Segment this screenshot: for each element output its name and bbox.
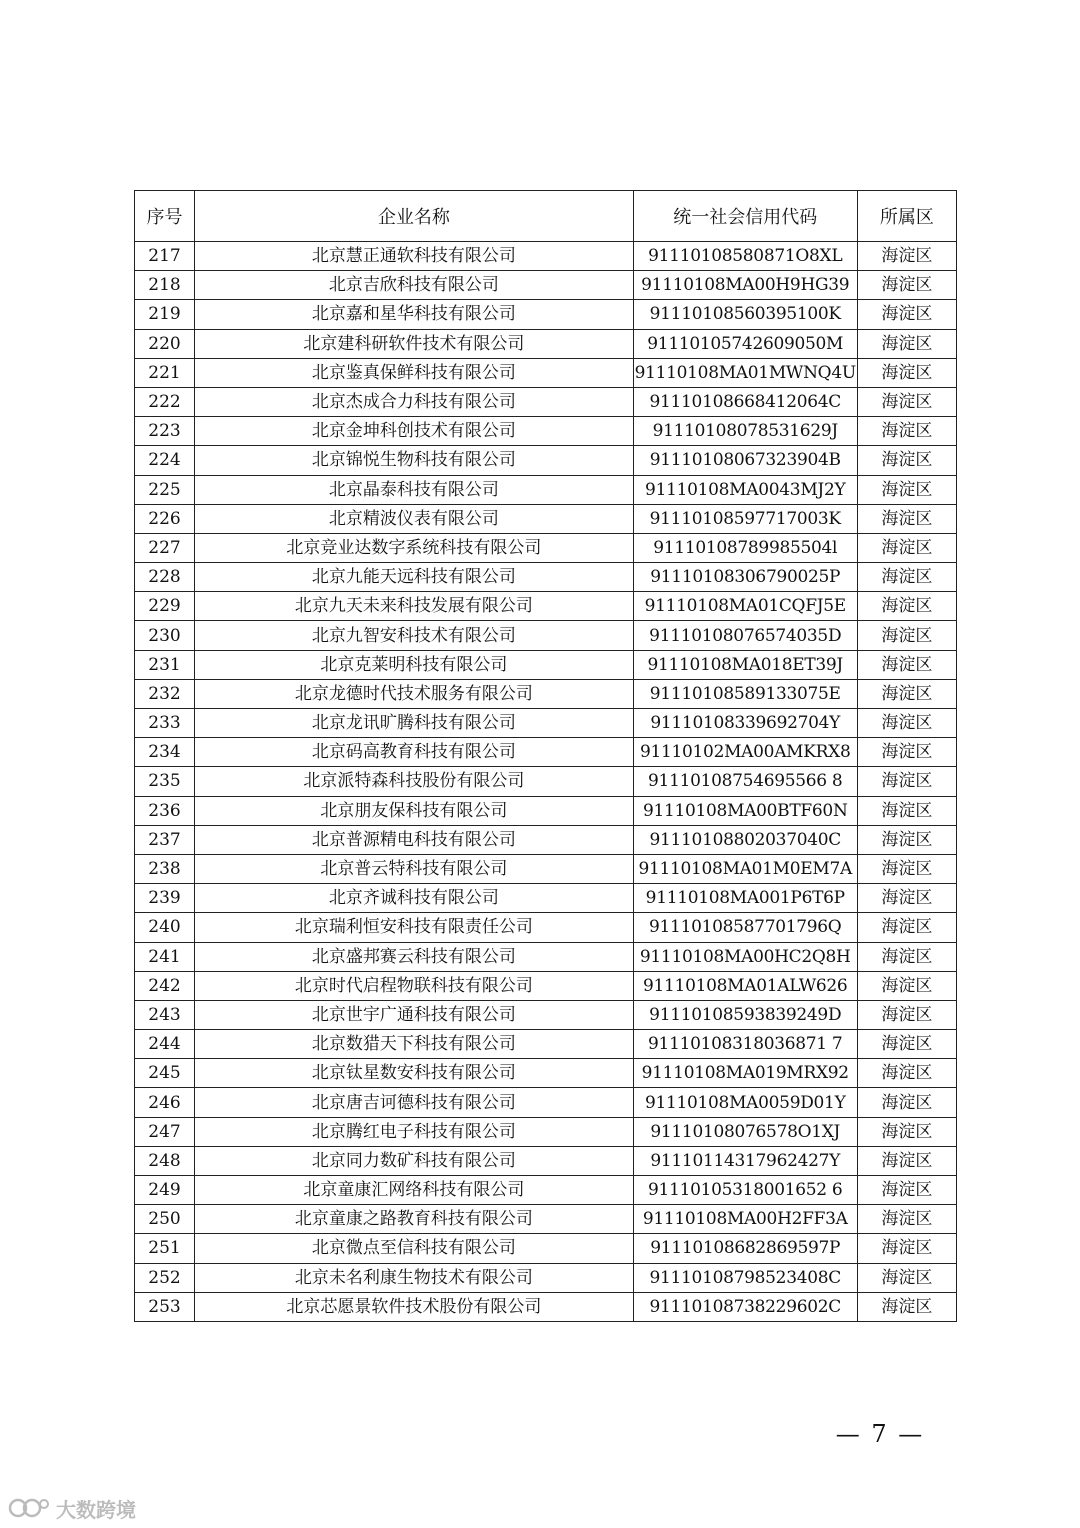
header-company-name: 企业名称 (195, 191, 634, 242)
cell-district: 海淀区 (857, 709, 956, 738)
table-row (135, 1205, 957, 1234)
cell-company-name: 北京微点至信科技有限公司 (195, 1234, 634, 1263)
cell-company-name: 北京时代启程物联科技有限公司 (195, 971, 634, 1000)
cell-credit-code: 91110108789985504l (633, 533, 857, 562)
cell-company-name: 北京慧正通软科技有限公司 (195, 242, 634, 271)
table-row (135, 504, 957, 533)
cell-company-name: 北京竞业达数字系统科技有限公司 (195, 533, 634, 562)
cell-company-name: 北京嘉和星华科技有限公司 (195, 300, 634, 329)
header-credit-code: 统一社会信用代码 (633, 191, 857, 242)
cell-credit-code: 91110108597717003K (633, 504, 857, 533)
cell-district: 海淀区 (857, 1117, 956, 1146)
cell-credit-code: 91110108798523408C (633, 1263, 857, 1292)
cell-district: 海淀区 (857, 679, 956, 708)
cell-district: 海淀区 (857, 387, 956, 416)
cell-credit-code: 91110108MA01MWNQ4U (633, 358, 857, 387)
cell-credit-code: 91110102MA00AMKRX8 (633, 738, 857, 767)
cell-company-name: 北京童康之路教育科技有限公司 (195, 1205, 634, 1234)
cell-credit-code: 91110108593839249D (633, 1000, 857, 1029)
cell-company-name: 北京吉欣科技有限公司 (195, 271, 634, 300)
table-row (135, 796, 957, 825)
table-row (135, 1117, 957, 1146)
table-row (135, 942, 957, 971)
cell-credit-code: 91110108076574035D (633, 621, 857, 650)
cell-district: 海淀区 (857, 329, 956, 358)
enterprise-table (134, 190, 957, 1322)
cell-district: 海淀区 (857, 1146, 956, 1175)
cell-district: 海淀区 (857, 504, 956, 533)
cell-index: 236 (135, 796, 195, 825)
cell-district: 海淀区 (857, 1234, 956, 1263)
cell-company-name: 北京朋友保科技有限公司 (195, 796, 634, 825)
cell-company-name: 北京童康汇网络科技有限公司 (195, 1176, 634, 1205)
cell-index: 241 (135, 942, 195, 971)
table-row (135, 592, 957, 621)
table-row (135, 650, 957, 679)
cell-company-name: 北京瑞利恒安科技有限责任公司 (195, 913, 634, 942)
cell-index: 247 (135, 1117, 195, 1146)
cell-credit-code: 91110108078531629J (633, 417, 857, 446)
cell-company-name: 北京鉴真保鲜科技有限公司 (195, 358, 634, 387)
cell-company-name: 北京腾红电子科技有限公司 (195, 1117, 634, 1146)
cell-index: 225 (135, 475, 195, 504)
table-row (135, 1146, 957, 1175)
cell-credit-code: 91110108067323904B (633, 446, 857, 475)
cell-company-name: 北京龙德时代技术服务有限公司 (195, 679, 634, 708)
cell-index: 235 (135, 767, 195, 796)
cell-credit-code: 91110108318036871 7 (633, 1030, 857, 1059)
cell-credit-code: 91110108802037040C (633, 825, 857, 854)
table-row (135, 475, 957, 504)
page-number: — 7 — (835, 1420, 925, 1448)
cell-district: 海淀区 (857, 300, 956, 329)
cell-index: 229 (135, 592, 195, 621)
cell-company-name: 北京普源精电科技有限公司 (195, 825, 634, 854)
cell-index: 222 (135, 387, 195, 416)
table-row (135, 709, 957, 738)
cell-company-name: 北京码高教育科技有限公司 (195, 738, 634, 767)
cell-company-name: 北京钛星数安科技有限公司 (195, 1059, 634, 1088)
cell-credit-code: 91110108MA00H9HG39 (633, 271, 857, 300)
cell-credit-code: 91110108339692704Y (633, 709, 857, 738)
cell-index: 249 (135, 1176, 195, 1205)
table-row (135, 884, 957, 913)
cell-district: 海淀区 (857, 1292, 956, 1321)
table-row (135, 971, 957, 1000)
cell-company-name: 北京九能天远科技有限公司 (195, 563, 634, 592)
cell-credit-code: 91110108682869597P (633, 1234, 857, 1263)
cell-credit-code: 91110108MA001P6T6P (633, 884, 857, 913)
cell-company-name: 北京普云特科技有限公司 (195, 854, 634, 883)
cell-index: 240 (135, 913, 195, 942)
cell-index: 232 (135, 679, 195, 708)
cell-company-name: 北京数猎天下科技有限公司 (195, 1030, 634, 1059)
table-row (135, 1030, 957, 1059)
cell-district: 海淀区 (857, 738, 956, 767)
cell-index: 251 (135, 1234, 195, 1263)
cell-index: 220 (135, 329, 195, 358)
cell-district: 海淀区 (857, 825, 956, 854)
cell-company-name: 北京建科研软件技术有限公司 (195, 329, 634, 358)
cell-index: 234 (135, 738, 195, 767)
cell-company-name: 北京世宇广通科技有限公司 (195, 1000, 634, 1029)
cell-index: 244 (135, 1030, 195, 1059)
cell-company-name: 北京未名利康生物技术有限公司 (195, 1263, 634, 1292)
cell-credit-code: 91110108668412064C (633, 387, 857, 416)
cell-district: 海淀区 (857, 563, 956, 592)
cell-district: 海淀区 (857, 650, 956, 679)
cell-credit-code: 91110108580871O8XL (633, 242, 857, 271)
cell-district: 海淀区 (857, 1205, 956, 1234)
cell-credit-code: 91110108738229602C (633, 1292, 857, 1321)
cell-district: 海淀区 (857, 475, 956, 504)
cell-company-name: 北京杰成合力科技有限公司 (195, 387, 634, 416)
cell-index: 245 (135, 1059, 195, 1088)
cell-credit-code: 91110108754695566 8 (633, 767, 857, 796)
table-row (135, 271, 957, 300)
table-header-row (135, 191, 957, 242)
cell-district: 海淀区 (857, 1088, 956, 1117)
cell-credit-code: 91110108MA01M0EM7A (633, 854, 857, 883)
cell-district: 海淀区 (857, 1000, 956, 1029)
table-row (135, 1292, 957, 1321)
cell-company-name: 北京盛邦赛云科技有限公司 (195, 942, 634, 971)
cell-district: 海淀区 (857, 417, 956, 446)
cell-credit-code: 91110108MA01CQFJ5E (633, 592, 857, 621)
cell-credit-code: 91110108MA019MRX92 (633, 1059, 857, 1088)
cell-company-name: 北京唐吉诃德科技有限公司 (195, 1088, 634, 1117)
cell-index: 223 (135, 417, 195, 446)
cell-index: 250 (135, 1205, 195, 1234)
cell-company-name: 北京芯愿景软件技术股份有限公司 (195, 1292, 634, 1321)
cell-company-name: 北京克莱明科技有限公司 (195, 650, 634, 679)
cell-index: 231 (135, 650, 195, 679)
cell-index: 252 (135, 1263, 195, 1292)
table-row (135, 1176, 957, 1205)
cell-district: 海淀区 (857, 533, 956, 562)
table-row (135, 300, 957, 329)
cell-credit-code: 91110108MA0043MJ2Y (633, 475, 857, 504)
cell-company-name: 北京同力数矿科技有限公司 (195, 1146, 634, 1175)
header-index: 序号 (135, 191, 195, 242)
cell-index: 239 (135, 884, 195, 913)
cell-district: 海淀区 (857, 592, 956, 621)
cell-index: 237 (135, 825, 195, 854)
cell-index: 233 (135, 709, 195, 738)
table-row (135, 738, 957, 767)
cell-index: 219 (135, 300, 195, 329)
cell-company-name: 北京锦悦生物科技有限公司 (195, 446, 634, 475)
cell-district: 海淀区 (857, 242, 956, 271)
cell-district: 海淀区 (857, 1059, 956, 1088)
table-row (135, 1234, 957, 1263)
cell-index: 248 (135, 1146, 195, 1175)
cell-district: 海淀区 (857, 854, 956, 883)
table-row (135, 679, 957, 708)
table-row (135, 387, 957, 416)
cell-index: 227 (135, 533, 195, 562)
table-row (135, 446, 957, 475)
watermark (8, 1494, 136, 1522)
cell-credit-code: 91110105742609050M (633, 329, 857, 358)
cell-company-name: 北京派特森科技股份有限公司 (195, 767, 634, 796)
table-row (135, 563, 957, 592)
cell-credit-code: 91110108560395100K (633, 300, 857, 329)
cell-credit-code: 91110108MA018ET39J (633, 650, 857, 679)
cell-index: 246 (135, 1088, 195, 1117)
cell-credit-code: 91110108306790025P (633, 563, 857, 592)
table-row (135, 913, 957, 942)
watermark-text: 大数跨境 (56, 1497, 136, 1522)
cell-index: 238 (135, 854, 195, 883)
cell-company-name: 北京晶泰科技有限公司 (195, 475, 634, 504)
cell-index: 228 (135, 563, 195, 592)
cell-district: 海淀区 (857, 446, 956, 475)
cell-district: 海淀区 (857, 1176, 956, 1205)
cell-district: 海淀区 (857, 884, 956, 913)
cell-index: 217 (135, 242, 195, 271)
table-row (135, 854, 957, 883)
table-body (135, 242, 957, 1322)
cell-index: 226 (135, 504, 195, 533)
cell-index: 230 (135, 621, 195, 650)
cell-credit-code: 91110108587701796Q (633, 913, 857, 942)
cell-credit-code: 91110108MA00BTF60N (633, 796, 857, 825)
table-row (135, 825, 957, 854)
cell-district: 海淀区 (857, 942, 956, 971)
cell-district: 海淀区 (857, 1030, 956, 1059)
cell-credit-code: 91110108MA01ALW626 (633, 971, 857, 1000)
table-row (135, 533, 957, 562)
cell-credit-code: 91110108MA00H2FF3A (633, 1205, 857, 1234)
cell-index: 253 (135, 1292, 195, 1321)
cell-index: 242 (135, 971, 195, 1000)
cell-company-name: 北京九智安科技术有限公司 (195, 621, 634, 650)
cell-credit-code: 91110108MA0059D01Y (633, 1088, 857, 1117)
header-district: 所属区 (857, 191, 956, 242)
cell-index: 243 (135, 1000, 195, 1029)
table-row (135, 1059, 957, 1088)
cell-index: 218 (135, 271, 195, 300)
table-row (135, 329, 957, 358)
table-row (135, 1000, 957, 1029)
cell-district: 海淀区 (857, 767, 956, 796)
table-row (135, 1088, 957, 1117)
table-row (135, 242, 957, 271)
cell-index: 221 (135, 358, 195, 387)
cell-credit-code: 91110114317962427Y (633, 1146, 857, 1175)
table-row (135, 767, 957, 796)
cell-company-name: 北京精波仪表有限公司 (195, 504, 634, 533)
cell-district: 海淀区 (857, 913, 956, 942)
cell-district: 海淀区 (857, 1263, 956, 1292)
table-row (135, 358, 957, 387)
cell-district: 海淀区 (857, 358, 956, 387)
cell-district: 海淀区 (857, 271, 956, 300)
cell-company-name: 北京金坤科创技术有限公司 (195, 417, 634, 446)
cell-company-name: 北京九天未来科技发展有限公司 (195, 592, 634, 621)
watermark-logo-icon (8, 1495, 52, 1521)
table-row (135, 621, 957, 650)
cell-district: 海淀区 (857, 621, 956, 650)
cell-company-name: 北京龙讯旷腾科技有限公司 (195, 709, 634, 738)
cell-credit-code: 91110105318001652 6 (633, 1176, 857, 1205)
cell-credit-code: 91110108076578O1XJ (633, 1117, 857, 1146)
cell-district: 海淀区 (857, 796, 956, 825)
cell-index: 224 (135, 446, 195, 475)
cell-company-name: 北京齐诚科技有限公司 (195, 884, 634, 913)
table-row (135, 1263, 957, 1292)
cell-district: 海淀区 (857, 971, 956, 1000)
cell-credit-code: 91110108MA00HC2Q8H (633, 942, 857, 971)
cell-credit-code: 91110108589133075E (633, 679, 857, 708)
table-row (135, 417, 957, 446)
